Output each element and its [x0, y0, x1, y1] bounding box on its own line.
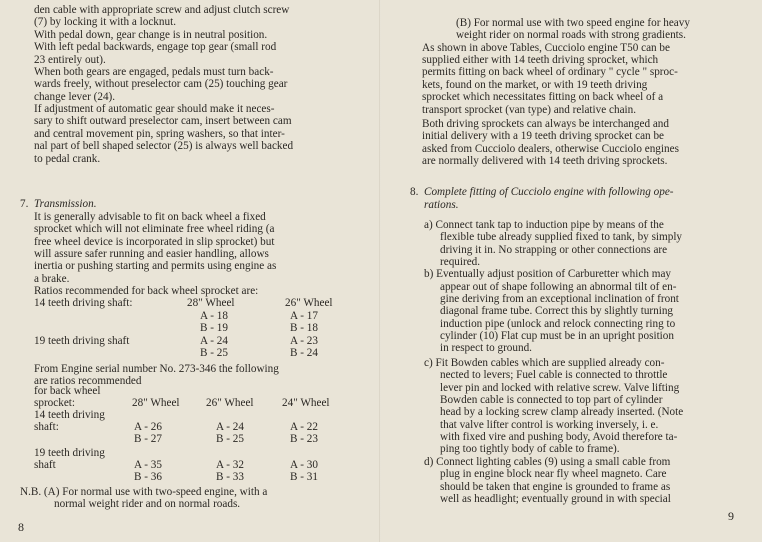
- table-row-label: 14 teeth driving: [34, 409, 105, 421]
- table-row-label: shaft: [34, 459, 56, 471]
- page-number: 9: [728, 509, 734, 523]
- column-header: 26" Wheel: [206, 397, 254, 409]
- body-line: It is generally advisable to fit on back wheel a fixed: [34, 211, 266, 223]
- column-header: 28" Wheel: [187, 297, 235, 309]
- list-item-d: well as headlight; eventually ground in with special: [440, 493, 671, 505]
- body-line: nal part of bell shaped selector (25) is always well backed: [34, 140, 294, 152]
- table-cell: B - 24: [290, 347, 318, 359]
- table-cell: A - 24: [200, 335, 228, 347]
- table-row-label: sprocket:: [34, 397, 76, 409]
- page-number: 8: [18, 520, 24, 534]
- list-item-c: head by a locking screw clamp already inserted. (Note: [440, 406, 684, 418]
- table-cell: A - 17: [290, 310, 318, 322]
- list-item-c: Bowden cable is connected to top part of cylinder: [440, 394, 663, 406]
- column-header: 26" Wheel: [285, 297, 333, 309]
- table-cell: B - 23: [290, 433, 318, 445]
- list-item-b: gine deriving from an exceptional inclination of front: [440, 293, 679, 305]
- right-page: [380, 0, 762, 542]
- list-item-a: driving it in. No strapping or other connections are: [440, 244, 668, 256]
- body-line: If adjustment of automatic gear should make it neces-: [34, 103, 275, 115]
- table-cell: A - 35: [134, 459, 162, 471]
- body-line: kets, found on the market, or with 19 teeth driving: [422, 79, 648, 91]
- table-cell: A - 32: [216, 459, 244, 471]
- note-line: normal weight rider and on normal roads.: [54, 498, 241, 510]
- table-row-label: 19 teeth driving shaft: [34, 335, 130, 347]
- body-line: a brake.: [34, 273, 70, 285]
- list-item-c: nected to levers; Fuel cable is connected to throttle: [440, 369, 668, 381]
- body-line: As shown in above Tables, Cucciolo engine T50 can be: [422, 42, 670, 54]
- list-item-c: c) Fit Bowden cables which are supplied already con-: [424, 357, 665, 369]
- list-item-b: b) Eventually adjust position of Carburetter which may: [424, 268, 671, 280]
- table-cell: A - 24: [216, 421, 244, 433]
- body-line: wards freely, without preselector cam (25) touching gear: [34, 78, 288, 90]
- table-row-label: 19 teeth driving: [34, 447, 105, 459]
- list-item-a: required.: [440, 256, 481, 268]
- list-item-c: lever pin and locked with relative screw. Valve lifting: [440, 382, 680, 394]
- body-line: inertia or pushing starting and permits using engine as: [34, 260, 277, 272]
- body-line: transport sprocket (van type) and relative chain.: [422, 104, 637, 116]
- section-number: 8.: [410, 186, 419, 198]
- list-item-c: with fixed vire and pushing body, Avoid therefore ta-: [440, 431, 678, 443]
- list-item-b: appear out of shape following an abnormal tilt of en-: [440, 281, 677, 293]
- note-line: N.B. (A) For normal use with two-speed engine, with a: [20, 486, 268, 498]
- body-line: Ratios recommended for back wheel sprocket are:: [34, 285, 259, 297]
- table-cell: B - 25: [216, 433, 244, 445]
- table-row-label: 14 teeth driving shaft:: [34, 297, 133, 309]
- table-cell: B - 19: [200, 322, 228, 334]
- body-line: permits fitting on back wheel of ordinary " cycle " sproc-: [422, 66, 678, 78]
- body-line: free wheel device is incorporated in slip sprocket) but: [34, 236, 275, 248]
- table-cell: B - 27: [134, 433, 162, 445]
- table-cell: B - 36: [134, 471, 162, 483]
- table-cell: A - 22: [290, 421, 318, 433]
- section-number: 7.: [20, 198, 29, 210]
- body-line: to pedal crank.: [34, 153, 101, 165]
- section-title: Transmission.: [34, 198, 97, 210]
- table-cell: A - 26: [134, 421, 162, 433]
- body-line: With left pedal backwards, engage top gear (small rod: [34, 41, 277, 53]
- list-item-b: diagonal frame tube. Correct this by slightly turning: [440, 305, 674, 317]
- column-header: 28" Wheel: [132, 397, 180, 409]
- body-line: Both driving sprockets can always be interchanged and: [422, 118, 669, 130]
- table-cell: B - 33: [216, 471, 244, 483]
- body-line: When both gears are engaged, pedals must turn back-: [34, 66, 274, 78]
- left-page: [0, 0, 380, 542]
- body-line: and central movement pin, spring washers, so that inter-: [34, 128, 285, 140]
- table-cell: A - 23: [290, 335, 318, 347]
- body-line: initial delivery with a 19 teeth driving sprocket can be: [422, 130, 665, 142]
- table-cell: B - 18: [290, 322, 318, 334]
- list-item-d: should be taken that engine is grounded to frame as: [440, 481, 671, 493]
- list-item-d: plug in engine block near fly wheel magneto. Care: [440, 468, 667, 480]
- body-line: (7) by locking it with a locknut.: [34, 16, 176, 28]
- body-line: sary to shift outward preselector cam, insert between cam: [34, 115, 292, 127]
- body-line: for back wheel: [34, 385, 101, 397]
- column-header: 24" Wheel: [282, 397, 330, 409]
- list-item-c: ping too tightly body of cable to frame).: [440, 443, 620, 455]
- body-line: change lever (24).: [34, 91, 116, 103]
- list-item-b: induction pipe (unlock and relock connecting ring to: [440, 318, 676, 330]
- section-title: rations.: [424, 199, 459, 211]
- table-cell: A - 30: [290, 459, 318, 471]
- body-line: are normally delivered with 14 teeth driving sprockets.: [422, 155, 668, 167]
- body-line: supplied either with 14 teeth driving sprocket, which: [422, 54, 659, 66]
- section-title: Complete fitting of Cucciolo engine with following ope-: [424, 186, 674, 198]
- list-item-b: in respect to ground.: [440, 342, 532, 354]
- body-line: From Engine serial number No. 273-346 the following: [34, 363, 279, 375]
- body-line: sprocket which necessitates fitting on back wheel of a: [422, 91, 664, 103]
- body-line: den cable with appropriate screw and adjust clutch screw: [34, 4, 290, 16]
- table-row-label: shaft:: [34, 421, 59, 433]
- table-cell: B - 25: [200, 347, 228, 359]
- list-item-b: cylinder (10) Flat cup must be in an upright position: [440, 330, 674, 342]
- body-line: sprocket which will not eliminate free wheel riding (a: [34, 223, 275, 235]
- body-line: (B) For normal use with two speed engine for heavy: [456, 17, 690, 29]
- body-line: weight rider on normal roads with strong gradients.: [456, 29, 686, 41]
- list-item-a: a) Connect tank tap to induction pipe by means of the: [424, 219, 664, 231]
- list-item-a: flexible tube already supplied fixed to tank, by simply: [440, 231, 683, 243]
- body-line: 23 entirely out).: [34, 54, 106, 66]
- table-cell: B - 31: [290, 471, 318, 483]
- list-item-c: that valve lifter control is working inversely, i. e.: [440, 419, 659, 431]
- body-line: asked from Cucciolo dealers, otherwise Cucciolo engines: [422, 143, 679, 155]
- body-line: are ratios recommended: [34, 375, 142, 387]
- body-line: With pedal down, gear change is in neutral position.: [34, 29, 268, 41]
- table-cell: A - 18: [200, 310, 228, 322]
- list-item-d: d) Connect lighting cables (9) using a small cable from: [424, 456, 671, 468]
- body-line: will assure safer running and easier handling, allows: [34, 248, 269, 260]
